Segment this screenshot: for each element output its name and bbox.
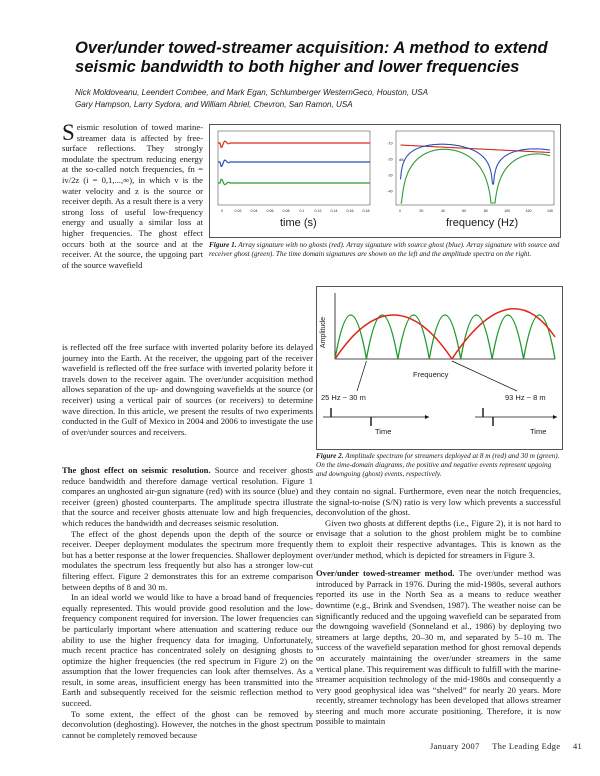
article-title: Over/under towed-streamer acquisition: A method to extend seismic bandwidth to both higher and lower frequencies (75, 38, 548, 76)
right-paragraph-2: Given two ghosts at different depths (i.e., Figure 2), it is not hard to envisage that a solution to the ghost problem might be to combine them to exploit their respective advantages. This is known as the over/under method, which is depicted for streamers in Figure 3. (316, 517, 561, 560)
time-label-right: Time (530, 427, 547, 436)
footer-page-number: 41 (572, 742, 583, 751)
time-tick-label: 0.1 (299, 209, 305, 213)
label-30m-notch: 25 Hz ~ 30 m (321, 393, 366, 402)
db-axis-label: dB (399, 158, 404, 162)
time-tick-label: 0.08 (282, 209, 290, 213)
frequency-axis-label-fig2: Frequency (413, 370, 449, 379)
figure-1-caption-text: Array signature with no ghosts (red). Array signature with source ghost (blue). Array signature with source and receiver ghost (green). The time domain signatures are shown on the left and the amplitude spectra on the right. (209, 241, 560, 258)
intro-paragraph (62, 122, 203, 270)
source-receiver-ghost-trace (218, 179, 370, 184)
time-axis-arrow (553, 415, 557, 419)
figure-2-caption-label: Figure 2. (316, 452, 344, 460)
intro-continued-text: is reflected off the free surface with inverted polarity before its delayed journey into the Earth. At the receiver, the upgoing part of the receiver wavefield is reflected off the free surface with inverted polarity before it travels down to the receiver again. The over/under acquisition method allows separation of the up- and downgoing wavefields at the source (or receiver) using a vertical pair of sources (or receivers) to determine wave direction. In this article, we present the results of two experiments conducted in the Gulf of Mexico in 2004 and 2006 to investigate the use of over/under sources and receivers. (62, 342, 313, 437)
footer-journal: The Leading Edge (492, 742, 561, 751)
db-tick-label: -20 (387, 157, 393, 162)
intro-text-narrow: eismic resolution of towed marine-streamer data is affected by free-surface reflections. They strongly modulate the spectrum reducing energy at the so-called notch frequencies, fn = iv/2z (i = 0,1,...,∞), in which v is the water velocity and z is the source or receiver depth. As a result there is a very strong loss of useful low-frequency energy and usually a similar loss at higher frequencies. The ghost effect occurs both at the source and at the receiver. At the source, the upgoing part of the source wavefield (62, 122, 203, 270)
frequency-tick-label: 60 (462, 209, 467, 213)
footer-date: January 2007 (430, 742, 480, 751)
source-ghost-spectrum (401, 144, 551, 184)
time-tick-label: 0.18 (362, 209, 370, 213)
time-domain-plot (218, 131, 370, 213)
source-ghost-trace (218, 160, 370, 166)
ghost-section-paragraph-4: To some extent, the effect of the ghost can be removed by deconvolution (deghosting). However, the notches in the ghost spectrum cannot be completely removed because (62, 708, 313, 740)
right-column (316, 486, 561, 727)
figure-2-caption (316, 452, 561, 479)
over-under-section-heading: Over/under towed-streamer method. (316, 568, 455, 579)
time-axis-label: time (s) (280, 217, 317, 229)
time-tick-label: 0.02 (234, 209, 242, 213)
frequency-axis-label: frequency (Hz) (446, 217, 519, 229)
frequency-tick-label: 20 (419, 209, 424, 213)
figure-2-caption-text: Amplitude spectrum for streamers deployed at 8 m (red) and 30 m (green). On the time-domain diagrams, the positive and negative events represent upgoing and downgoing (ghost) events, respectively. (316, 452, 560, 478)
no-ghost-trace (218, 141, 370, 147)
spectrum-8m-arch (452, 309, 555, 359)
spectrum-30m-arch (524, 315, 555, 359)
frequency-tick-label: 40 (440, 209, 445, 213)
source-receiver-ghost-spectrum (401, 149, 551, 203)
spectrum-30m-arch (492, 315, 523, 359)
figure-1-caption-label: Figure 1. (209, 241, 237, 249)
right-paragraph-1: they contain no signal. Furthermore, even near the notch frequencies, the signal-to-noise (S/N) ratio is very low which prevents a successful deconvolution of the ghost. (316, 486, 561, 518)
authors-line-1: Nick Moldoveanu, Leendert Combee, and Mark Egan, Schlumberger WesternGeco, Houston, USA (75, 88, 429, 97)
arrow-30m (357, 361, 366, 391)
label-8m-notch: 93 Hz ~ 8 m (505, 393, 546, 402)
figure-1 (209, 124, 561, 238)
time-axis-arrow (425, 415, 429, 419)
frequency-tick-label: 140 (547, 209, 553, 213)
arrow-8m (452, 361, 517, 391)
spectrum-plot-frame (396, 131, 554, 205)
frequency-spectrum-plot (387, 131, 554, 213)
authors-line-2: Gary Hampson, Larry Sydora, and William Abriel, Chevron, San Ramon, USA (75, 100, 353, 109)
time-domain-diagrams (323, 408, 557, 426)
db-tick-label: -30 (387, 173, 393, 178)
frequency-tick-label: 120 (525, 209, 532, 213)
intro-narrow-column (62, 122, 203, 270)
figure-2-plots (317, 287, 562, 449)
spectrum-30m-arch (461, 315, 492, 359)
time-label-left: Time (375, 427, 392, 436)
frequency-tick-label: 80 (483, 209, 488, 213)
db-tick-label: -40 (387, 189, 393, 194)
ghost-p1-text: Source and receiver ghosts reduce bandwidth and therefore damage vertical resolution. Figure 1 compares an unghosted air-gun signature (red) with its source (blue) and receiver (green) ghosted counterparts. The amplitude spectra illustrate that the source and receiver ghosts attenuate low and high frequencies, which reduces the bandwidth and decreases seismic resolution. (62, 465, 313, 528)
ghost-section-paragraph-2: The effect of the ghost depends upon the depth of the source or receiver. Deeper deployment modulates the spectrum more frequently but has a better response at the lower frequencies. Shallower deployment modulates the spectrum less frequently but also has a stronger low-cut filtering effect. Figure 2 demonstrates this for an extreme comparison between depths of 8 and 30 m. (62, 528, 313, 592)
ghost-section-heading: The ghost effect on seismic resolution. (62, 465, 211, 475)
drop-cap: S (62, 120, 75, 145)
time-tick-label: 0.04 (250, 209, 258, 213)
time-plot-frame (218, 131, 370, 205)
time-tick-label: 0.14 (330, 209, 338, 213)
spectrum-30m-arch (398, 315, 429, 359)
ghost-section-paragraph-3: In an ideal world we would like to have a broad band of frequencies equally represented. This would provide good resolution and the low-frequency component required for inversion. The lower frequencies can be particularly important where attenuation and scattering reduce our ability to use the higher frequency data for imaging. Unfortunately, much recent practice has concentrated solely on designing ghosts to optimize the higher frequencies (the red spectrum in Figure 2) on the assumption that the lower frequencies can look after themselves. As a result, in some areas, insufficient energy has been transmitted into the Earth and subsequently received for the seismic reflection method to succeed. (62, 592, 313, 709)
time-tick-label: 0.06 (266, 209, 274, 213)
over-under-section-paragraph (316, 568, 561, 727)
frequency-tick-label: 0 (399, 209, 401, 213)
frequency-tick-label: 100 (504, 209, 511, 213)
figure-1-caption (209, 241, 561, 259)
ghost-section-paragraph-1 (62, 465, 313, 529)
figure-2 (316, 286, 563, 450)
amplitude-axis-label: Amplitude (320, 316, 328, 349)
page-footer (430, 742, 582, 751)
intro-wide-column (62, 342, 313, 437)
time-tick-label: 0 (221, 209, 223, 213)
time-tick-label: 0.12 (314, 209, 322, 213)
left-column (62, 465, 313, 740)
db-tick-label: -10 (387, 141, 393, 146)
time-tick-label: 0.16 (346, 209, 354, 213)
over-under-text: The over/under method was introduced by Parrack in 1976. During the mid-1980s, several authors reported its use in the North Sea as a means to reduce weather downtime (e.g., Brink and Svendsen, 1987). The weather noise can be significantly reduced and the upgoing wavefield can be separated from the downgoing wavefield (Sonneland et al., 1986) by deploying two streamers at large depths, 20–30 m, and separated by 5–10 m. The success of the wavefield separation method for ghost removal depends on accurately maintaining the over/under streamers in the same vertical plane. This requirement was difficult to fulfill with the marine-streamer acquisition technology of the mid-1980s and consequently a very good geophysical idea was “shelved” for nearly 20 years. More recently, streamer technology has been developed that allows streamer steering and much more accurate positioning. Therefore, it is now possible to maintain (316, 568, 562, 727)
author-list (75, 87, 575, 111)
